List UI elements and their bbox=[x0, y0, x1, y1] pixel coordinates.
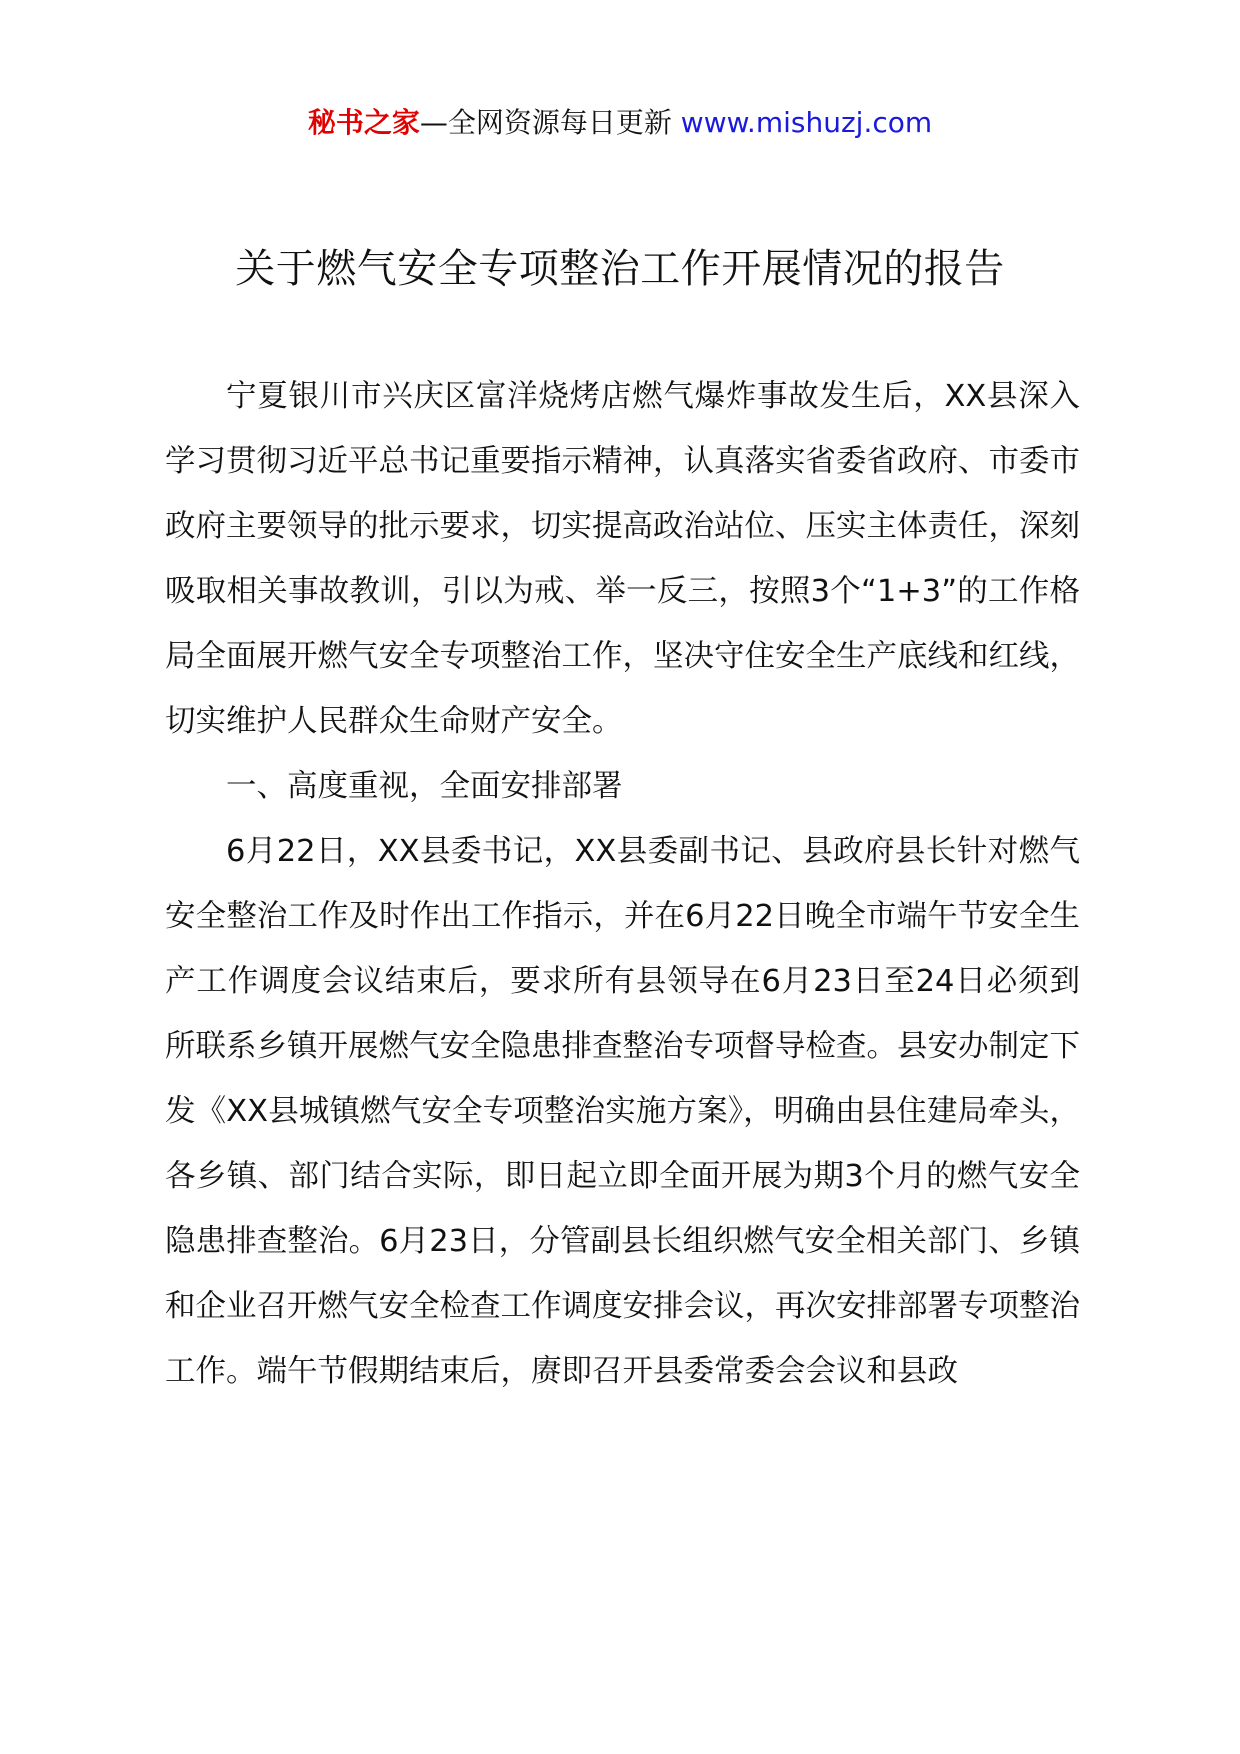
site-header bbox=[0, 103, 1240, 143]
site-brand: 秘书之家 bbox=[307, 106, 420, 139]
section-heading-1: 一、高度重视，全面安排部署 bbox=[226, 769, 623, 804]
document-title: 关于燃气安全专项整治工作开展情况的报告 bbox=[235, 246, 1005, 292]
document-body bbox=[165, 364, 1080, 1404]
site-url-link[interactable]: www.mishuzj.com bbox=[680, 106, 933, 139]
paragraph-section-1: 6月22日，XX县委书记，XX县委副书记、县政府县长针对燃气安全整治工作及时作出工作指示，并在6月22日晚全市端午节安全生产工作调度会议结束后，要求所有县领导在6月23日至24日必须到所联系乡镇开展燃气安全隐患排查整治专项督导检查。县安办制定下发《XX县城镇燃气安全专项整治实施方案》，明确由县住建局牵头，各乡镇、部门结合实际，即日起立即全面开展为期3个月的燃气安全隐患排查整治。6月23日，分管副县长组织燃气安全相关部门、乡镇和企业召开燃气安全检查工作调度安排会议，再次安排部署专项整治工作。端午节假期结束后，赓即召开县委常委会会议和县政 bbox=[165, 834, 1080, 1389]
site-tagline: —全网资源每日更新 bbox=[419, 106, 672, 139]
paragraph-intro: 宁夏银川市兴庆区富洋烧烤店燃气爆炸事故发生后，XX县深入学习贯彻习近平总书记重要指示精神，认真落实省委省政府、市委市政府主要领导的批示要求，切实提高政治站位、压实主体责任，深刻吸取相关事故教训，引以为戒、举一反三，按照3个“1+3”的工作格局全面展开燃气安全专项整治工作，坚决守住安全生产底线和红线，切实维护人民群众生命财产安全。 bbox=[165, 379, 1080, 739]
